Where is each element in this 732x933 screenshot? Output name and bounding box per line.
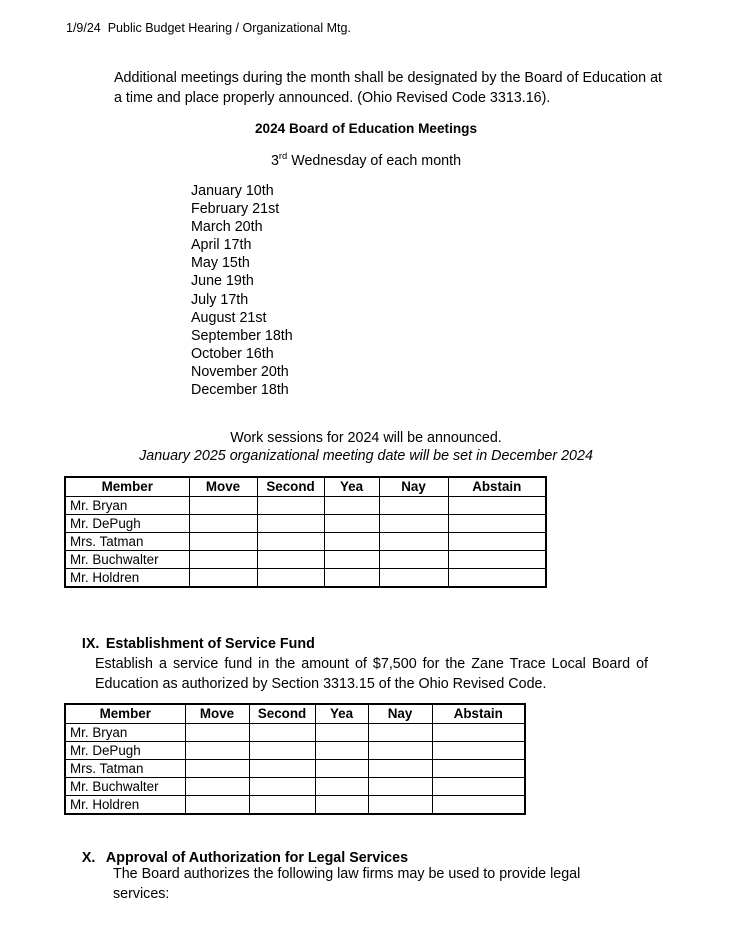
- member-name: Mr. Holdren: [65, 569, 189, 588]
- member-name: Mr. Bryan: [65, 497, 189, 515]
- column-header-move: Move: [185, 704, 249, 724]
- nay-cell[interactable]: [368, 742, 432, 760]
- section-x-paragraph: The Board authorizes the following law firms may be used to provide legal services:: [113, 866, 581, 902]
- nay-cell[interactable]: [368, 760, 432, 778]
- intro-paragraph: Additional meetings during the month shall be designated by the Board of Education at a time and place properly announced. (Ohio Revised Code 3313.16).: [114, 70, 662, 106]
- table-row: [65, 742, 525, 760]
- table-row: [65, 533, 546, 551]
- yea-cell[interactable]: [315, 724, 368, 742]
- second-cell[interactable]: [249, 760, 315, 778]
- table-row: [65, 497, 546, 515]
- section-ix-paragraph: Establish a service fund in the amount of $7,500 for the Zane Trace Local Board of Education as authorized by Section 3313.15 of the Ohio Revised Code.: [95, 656, 648, 692]
- abstain-cell[interactable]: [448, 497, 546, 515]
- table-row: [65, 569, 546, 588]
- abstain-cell[interactable]: [448, 569, 546, 588]
- table-header-row: [65, 704, 525, 724]
- column-header-second: Second: [257, 477, 324, 497]
- second-cell[interactable]: [249, 796, 315, 815]
- move-cell[interactable]: [189, 533, 257, 551]
- member-name: Mr. Bryan: [65, 724, 185, 742]
- second-cell[interactable]: [257, 497, 324, 515]
- yea-cell[interactable]: [315, 742, 368, 760]
- table-row: [65, 760, 525, 778]
- column-header-member: Member: [65, 704, 185, 724]
- second-cell[interactable]: [257, 533, 324, 551]
- table-row: [65, 778, 525, 796]
- list-item: November 20th: [191, 363, 289, 380]
- yea-cell[interactable]: [315, 778, 368, 796]
- column-header-nay: Nay: [379, 477, 448, 497]
- column-header-abstain: Abstain: [432, 704, 525, 724]
- nay-cell[interactable]: [368, 796, 432, 815]
- section-numeral: IX.: [81, 636, 100, 652]
- column-header-second: Second: [249, 704, 315, 724]
- column-header-move: Move: [189, 477, 257, 497]
- member-name: Mr. Buchwalter: [65, 778, 185, 796]
- abstain-cell[interactable]: [448, 515, 546, 533]
- yea-cell[interactable]: [315, 760, 368, 778]
- move-cell[interactable]: [189, 569, 257, 588]
- list-item: June 19th: [191, 273, 254, 290]
- nay-cell[interactable]: [379, 569, 448, 588]
- move-cell[interactable]: [185, 778, 249, 796]
- abstain-cell[interactable]: [432, 778, 525, 796]
- table-header-row: [65, 477, 546, 497]
- move-cell[interactable]: [189, 515, 257, 533]
- list-item: May 15th: [191, 255, 250, 272]
- column-header-abstain: Abstain: [448, 477, 546, 497]
- column-header-member: Member: [65, 477, 189, 497]
- abstain-cell[interactable]: [448, 551, 546, 569]
- yea-cell[interactable]: [315, 796, 368, 815]
- member-name: Mrs. Tatman: [65, 533, 189, 551]
- meetings-schedule: [66, 151, 666, 171]
- nay-cell[interactable]: [368, 724, 432, 742]
- list-item: January 10th: [191, 183, 274, 199]
- abstain-cell[interactable]: [448, 533, 546, 551]
- second-cell[interactable]: [249, 724, 315, 742]
- schedule-ordinal: rd: [278, 150, 288, 162]
- second-cell[interactable]: [249, 742, 315, 760]
- meeting-dates-list: [191, 182, 293, 399]
- abstain-cell[interactable]: [432, 742, 525, 760]
- vote-table-service-fund: [64, 703, 526, 815]
- yea-cell[interactable]: [324, 569, 379, 588]
- yea-cell[interactable]: [324, 515, 379, 533]
- list-item: October 16th: [191, 345, 274, 362]
- abstain-cell[interactable]: [432, 760, 525, 778]
- second-cell[interactable]: [257, 569, 324, 588]
- second-cell[interactable]: [249, 778, 315, 796]
- list-item: December 18th: [191, 382, 289, 399]
- schedule-number: 3: [270, 153, 279, 169]
- section-title: Establishment of Service Fund: [105, 636, 315, 652]
- yea-cell[interactable]: [324, 533, 379, 551]
- nay-cell[interactable]: [379, 551, 448, 569]
- list-item: August 21st: [191, 309, 267, 326]
- move-cell[interactable]: [189, 551, 257, 569]
- list-item: July 17th: [191, 291, 249, 308]
- work-sessions-note: Work sessions for 2024 will be announced.: [230, 430, 502, 446]
- schedule-text: Wednesday of each month: [287, 153, 462, 169]
- vote-table-meetings: [64, 476, 547, 588]
- table-row: [65, 724, 525, 742]
- member-name: Mr. Buchwalter: [65, 551, 189, 569]
- table-row: [65, 796, 525, 815]
- list-item: April 17th: [191, 237, 252, 254]
- nay-cell[interactable]: [379, 533, 448, 551]
- january-2025-note: January 2025 organizational meeting date will be set in December 2024: [139, 448, 593, 464]
- move-cell[interactable]: [185, 796, 249, 815]
- column-header-nay: Nay: [368, 704, 432, 724]
- column-header-yea: Yea: [324, 477, 379, 497]
- list-item: March 20th: [191, 219, 263, 236]
- nay-cell[interactable]: [379, 497, 448, 515]
- member-name: Mr. Holdren: [65, 796, 185, 815]
- member-name: Mr. DePugh: [65, 515, 189, 533]
- list-item: September 18th: [191, 327, 293, 344]
- section-title: Approval of Authorization for Legal Services: [105, 850, 409, 866]
- abstain-cell[interactable]: [432, 724, 525, 742]
- second-cell[interactable]: [257, 551, 324, 569]
- nay-cell[interactable]: [368, 778, 432, 796]
- meetings-title: 2024 Board of Education Meetings: [254, 121, 478, 136]
- member-name: Mrs. Tatman: [65, 760, 185, 778]
- move-cell[interactable]: [185, 724, 249, 742]
- member-name: Mr. DePugh: [65, 742, 185, 760]
- nay-cell[interactable]: [379, 515, 448, 533]
- abstain-cell[interactable]: [432, 796, 525, 815]
- second-cell[interactable]: [257, 515, 324, 533]
- move-cell[interactable]: [185, 760, 249, 778]
- table-row: [65, 515, 546, 533]
- move-cell[interactable]: [189, 497, 257, 515]
- section-numeral: X.: [81, 850, 96, 866]
- yea-cell[interactable]: [324, 497, 379, 515]
- move-cell[interactable]: [185, 742, 249, 760]
- yea-cell[interactable]: [324, 551, 379, 569]
- column-header-yea: Yea: [315, 704, 368, 724]
- table-row: [65, 551, 546, 569]
- list-item: February 21st: [191, 201, 280, 218]
- running-header: 1/9/24 Public Budget Hearing / Organizational Mtg.: [66, 21, 351, 35]
